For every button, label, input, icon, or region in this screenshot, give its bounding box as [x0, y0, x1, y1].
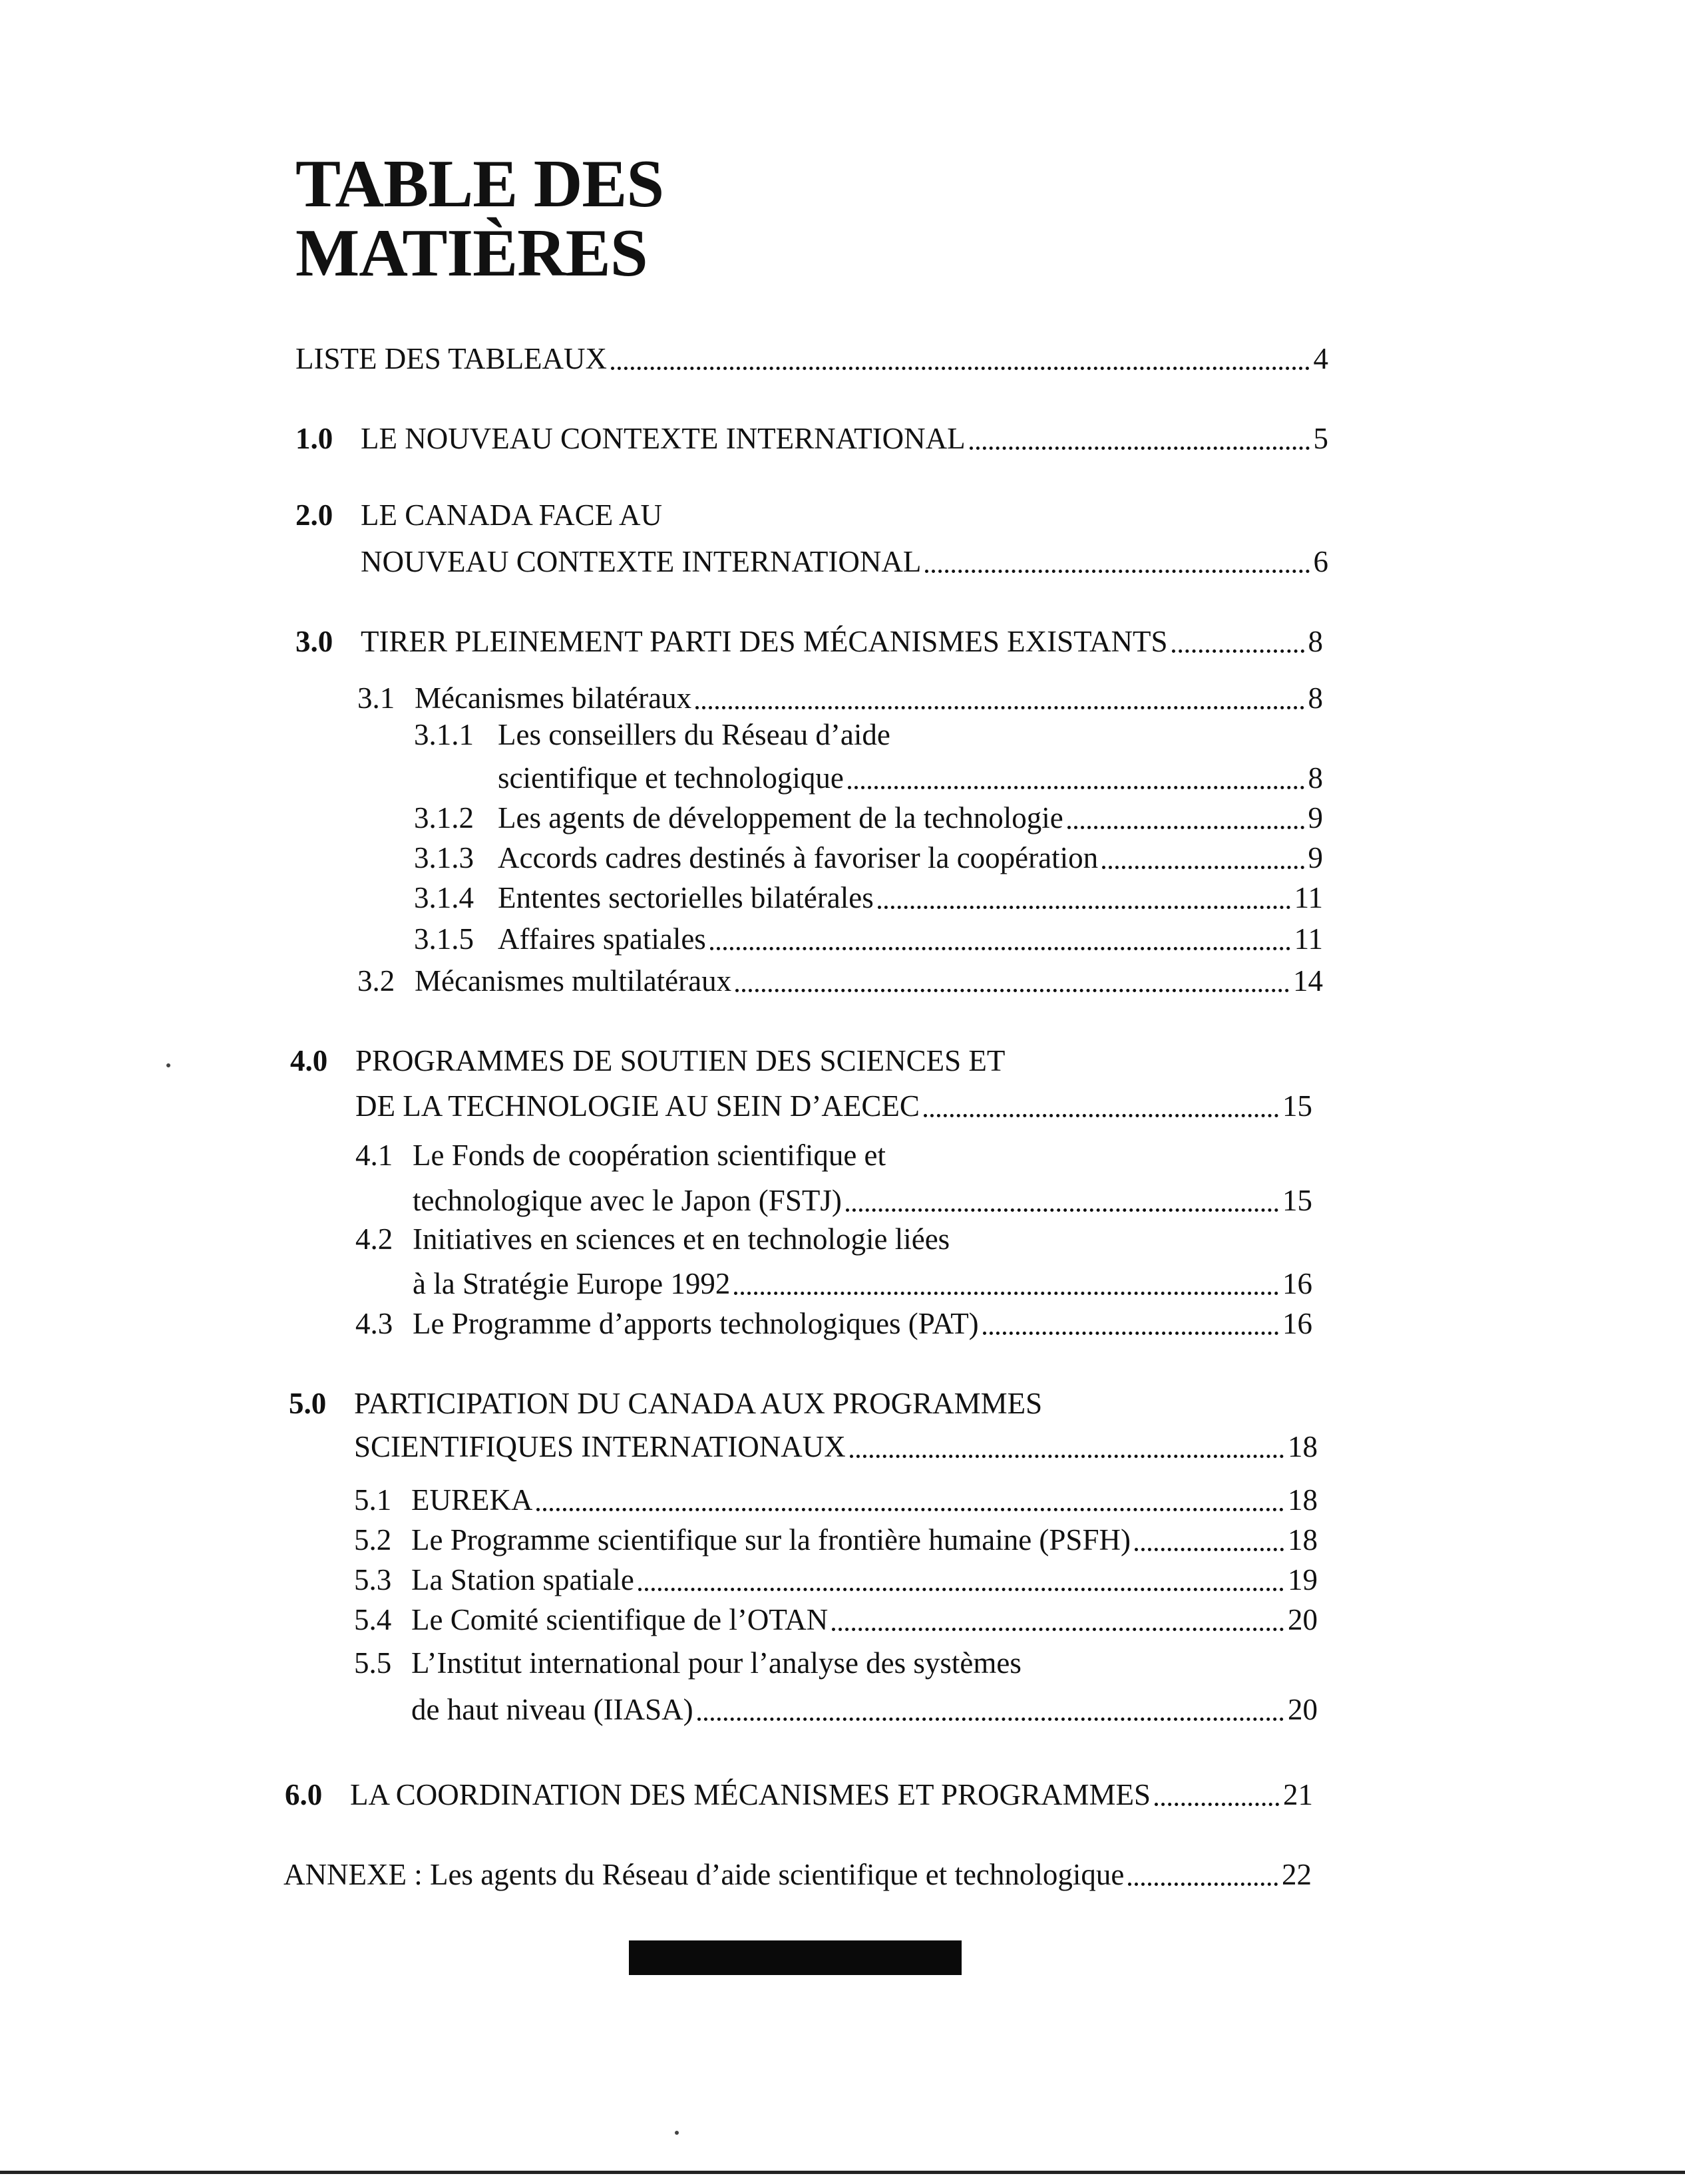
- toc-entry-label: Ententes sectorielles bilatérales: [498, 881, 874, 914]
- section-number: 5.4: [354, 1603, 392, 1636]
- section-number: 5.0: [289, 1387, 327, 1420]
- dot-leader: [1067, 826, 1304, 829]
- toc-entry-3-1-3[interactable]: [414, 838, 1323, 877]
- toc-entry-label: Initiatives en sciences et en technologie liées: [413, 1222, 950, 1256]
- section-number: 5.1: [354, 1483, 392, 1517]
- toc-page-number: 21: [1283, 1778, 1313, 1811]
- dot-leader: [850, 1455, 1284, 1458]
- toc-page-number: 16: [1282, 1267, 1312, 1300]
- dot-leader: [734, 1292, 1278, 1295]
- toc-entry-4-1-line-1[interactable]: [355, 1136, 1312, 1175]
- dot-leader: [925, 570, 1309, 573]
- toc-page-number: 8: [1308, 625, 1323, 658]
- toc-entry-label: NOUVEAU CONTEXTE INTERNATIONAL: [361, 545, 922, 578]
- section-number: 6.0: [285, 1778, 323, 1811]
- toc-entry-label: TIRER PLEINEMENT PARTI DES MÉCANISMES EXISTANTS: [361, 625, 1168, 658]
- dot-leader: [846, 1208, 1278, 1212]
- toc-entry-4-1-line-2[interactable]: [413, 1181, 1312, 1220]
- toc-entry-5-5-line-1[interactable]: [354, 1644, 1318, 1682]
- toc-entry-3-1[interactable]: [357, 679, 1323, 717]
- toc-entry-label: L’Institut international pour l’analyse des systèmes: [411, 1646, 1022, 1680]
- toc-entry-label: scientifique et technologique: [498, 761, 844, 795]
- toc-page-number: 9: [1308, 841, 1323, 874]
- toc-entry-label: Le Comité scientifique de l’OTAN: [411, 1603, 829, 1636]
- toc-entry-label: Affaires spatiales: [498, 922, 706, 956]
- toc-entry-label: technologique avec le Japon (FSTJ): [413, 1184, 842, 1217]
- bottom-edge-rule: [0, 2171, 1685, 2174]
- toc-page-number: 8: [1308, 681, 1323, 715]
- section-number: 4.0: [290, 1044, 328, 1077]
- toc-entry-label: Les conseillers du Réseau d’aide: [498, 718, 890, 751]
- toc-entry-label: LISTE DES TABLEAUX: [295, 342, 608, 375]
- toc-entry-label: EUREKA: [411, 1483, 533, 1517]
- toc-entry-5-0-line-1[interactable]: [289, 1384, 1318, 1423]
- toc-page-number: 18: [1288, 1523, 1318, 1556]
- toc-entry-label: DE LA TECHNOLOGIE AU SEIN D’AECEC: [355, 1089, 920, 1123]
- toc-page-number: 18: [1288, 1483, 1318, 1517]
- toc-entry-label: Le Programme scientifique sur la frontière humaine (PSFH): [411, 1523, 1131, 1556]
- dot-leader: [970, 447, 1310, 450]
- section-number: 3.0: [295, 625, 333, 658]
- toc-entry-label: à la Stratégie Europe 1992: [413, 1267, 731, 1300]
- scan-speck: [166, 1063, 170, 1067]
- toc-entry-label: Accords cadres destinés à favoriser la coopération: [498, 841, 1099, 874]
- dot-leader: [832, 1628, 1284, 1631]
- toc-page-number: 20: [1288, 1603, 1318, 1636]
- section-number: 3.1.3: [414, 841, 474, 874]
- dot-leader: [1172, 649, 1304, 653]
- toc-entry-5-2[interactable]: [354, 1521, 1318, 1559]
- dot-leader: [1135, 1548, 1284, 1551]
- section-number: 3.1.5: [414, 922, 474, 956]
- toc-entry-4-0-line-1[interactable]: [290, 1041, 1328, 1080]
- toc-entry-label: LE NOUVEAU CONTEXTE INTERNATIONAL: [361, 422, 966, 455]
- toc-page-number: 16: [1282, 1307, 1312, 1340]
- toc-entry-3-1-1-line-2[interactable]: [498, 759, 1323, 797]
- dot-leader: [878, 906, 1290, 909]
- toc-entry-label: La Station spatiale: [411, 1563, 634, 1596]
- section-number: 4.1: [355, 1139, 393, 1172]
- toc-entry-6-0[interactable]: [285, 1775, 1313, 1814]
- dot-leader: [710, 947, 1290, 950]
- toc-entry-4-2-line-2[interactable]: [413, 1264, 1312, 1303]
- section-number: 5.2: [354, 1523, 392, 1556]
- toc-page-number: 19: [1288, 1563, 1318, 1596]
- section-number: 3.2: [357, 964, 395, 998]
- section-number: 1.0: [295, 422, 333, 455]
- dot-leader: [1102, 866, 1304, 869]
- section-number: 2.0: [295, 498, 333, 532]
- toc-entry-liste-des-tableaux[interactable]: [295, 339, 1328, 378]
- toc-entry-label: Mécanismes multilatéraux: [415, 964, 732, 998]
- toc-page-number: 18: [1288, 1430, 1318, 1463]
- toc-entry-3-2[interactable]: [357, 962, 1323, 1000]
- toc-page-number: 14: [1293, 964, 1323, 998]
- toc-entry-5-4[interactable]: [354, 1600, 1318, 1639]
- section-number: 3.1: [357, 681, 395, 715]
- toc-entry-3-1-1-line-1[interactable]: [414, 715, 1323, 754]
- toc-entry-label: Les agents de développement de la technologie: [498, 801, 1063, 834]
- dot-leader: [638, 1588, 1284, 1591]
- toc-entry-annexe[interactable]: [283, 1855, 1312, 1894]
- toc-page-number: 6: [1313, 545, 1328, 578]
- toc-entry-5-3[interactable]: [354, 1560, 1318, 1599]
- dot-leader: [848, 786, 1304, 789]
- page-title-line-1: TABLE DES: [295, 146, 664, 222]
- section-number: 3.1.4: [414, 881, 474, 914]
- toc-entry-label: LA COORDINATION DES MÉCANISMES ET PROGRAMMES: [350, 1778, 1151, 1811]
- toc-entry-label: SCIENTIFIQUES INTERNATIONAUX: [354, 1430, 846, 1463]
- section-number: 5.5: [354, 1646, 392, 1680]
- toc-entry-label: PARTICIPATION DU CANADA AUX PROGRAMMES: [354, 1387, 1043, 1420]
- toc-entry-2-0-line-2[interactable]: [361, 542, 1328, 581]
- toc-page-number: 11: [1294, 922, 1323, 956]
- section-number: 4.2: [355, 1222, 393, 1256]
- toc-page-number: 15: [1282, 1089, 1312, 1123]
- toc-page-number: 11: [1294, 881, 1323, 914]
- toc-entry-label: Le Programme d’apports technologiques (PAT): [413, 1307, 979, 1340]
- toc-page-number: 8: [1308, 761, 1323, 795]
- dot-leader: [695, 706, 1304, 709]
- section-number: 3.1.1: [414, 718, 474, 751]
- dot-leader: [1155, 1803, 1279, 1806]
- toc-page-number: 9: [1308, 801, 1323, 834]
- page-title: [295, 146, 664, 291]
- toc-page-number: 4: [1313, 342, 1328, 375]
- toc-entry-label: LE CANADA FACE AU: [361, 498, 662, 532]
- toc-entry-2-0-line-1[interactable]: [295, 496, 1328, 534]
- dot-leader: [697, 1718, 1284, 1721]
- dot-leader: [735, 989, 1289, 992]
- dot-leader: [1128, 1883, 1278, 1886]
- toc-entry-3-1-5[interactable]: [414, 920, 1323, 958]
- toc-entry-label: de haut niveau (IIASA): [411, 1693, 693, 1726]
- dot-leader: [924, 1114, 1278, 1117]
- toc-entry-3-0[interactable]: [295, 622, 1323, 661]
- dot-leader: [536, 1508, 1284, 1511]
- section-number: 4.3: [355, 1307, 393, 1340]
- section-number: 5.3: [354, 1563, 392, 1596]
- toc-entry-3-1-4[interactable]: [414, 878, 1323, 917]
- toc-entry-label: ANNEXE : Les agents du Réseau d’aide scientifique et technologique: [283, 1858, 1125, 1891]
- toc-entry-4-2-line-1[interactable]: [355, 1220, 1312, 1258]
- toc-entry-1-0[interactable]: [295, 419, 1328, 458]
- dot-leader: [611, 367, 1309, 370]
- toc-entry-label: Mécanismes bilatéraux: [415, 681, 692, 715]
- toc-entry-3-1-2[interactable]: [414, 799, 1323, 837]
- redaction-bar: [629, 1940, 962, 1975]
- toc-entry-5-0-line-2[interactable]: [354, 1427, 1318, 1466]
- section-number: 3.1.2: [414, 801, 474, 834]
- toc-page-number: 5: [1313, 422, 1328, 455]
- toc-entry-label: PROGRAMMES DE SOUTIEN DES SCIENCES ET: [355, 1044, 1006, 1077]
- toc-entry-4-0-line-2[interactable]: [355, 1087, 1312, 1125]
- toc-entry-5-5-line-2[interactable]: [411, 1690, 1318, 1729]
- toc-page-number: 22: [1282, 1858, 1312, 1891]
- toc-entry-4-3[interactable]: [355, 1304, 1312, 1343]
- scan-speck: [675, 2131, 679, 2135]
- page-title-line-2: MATIÈRES: [295, 216, 648, 291]
- dot-leader: [983, 1332, 1278, 1335]
- toc-entry-label: Le Fonds de coopération scientifique et: [413, 1139, 886, 1172]
- toc-entry-5-1[interactable]: [354, 1481, 1318, 1519]
- toc-page-number: 20: [1288, 1693, 1318, 1726]
- toc-page-number: 15: [1282, 1184, 1312, 1217]
